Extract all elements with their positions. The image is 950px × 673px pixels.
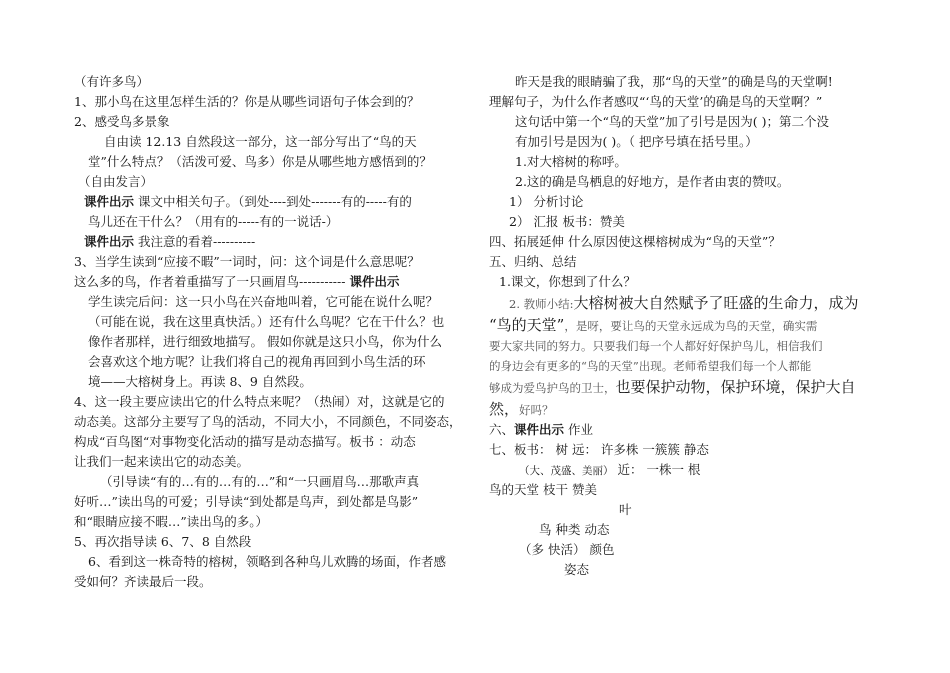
left-text-line: [74, 172, 474, 192]
text-run: 大榕树被大自然赋予了旺盛的生命力，成为: [573, 294, 859, 312]
text-run: 这句话中第一个“鸟的天堂”加了引号是因为( )；第二个没: [515, 114, 830, 129]
text-run: 这么多的鸟，作者着重描写了一只画眉鸟-----------: [74, 274, 350, 289]
left-text-line: [74, 312, 474, 332]
text-run: 1） 分析讨论: [509, 194, 584, 209]
text-run: 堂”什么特点？（活泼可爱、鸟多）你是从哪些地方感悟到的？: [88, 154, 432, 169]
right-text-line: [489, 192, 889, 212]
text-run: （大、茂盛、美丽）: [519, 465, 614, 477]
right-text-line: [489, 252, 889, 272]
right-text-line: [489, 336, 889, 356]
left-text-line: [74, 432, 474, 452]
text-run: 5、再次指导读 6、7、8 自然段: [74, 534, 252, 549]
text-run: 够成为爱鸟护鸟的卫士，: [489, 381, 616, 395]
left-text-line: [74, 472, 474, 492]
text-run: 四、拓展延伸 什么原因使这棵榕树成为“鸟的天堂”？: [489, 234, 781, 249]
text-run: 2. 教师小结:: [509, 297, 574, 311]
text-run: 好吗？: [519, 403, 554, 417]
right-text-line: [489, 560, 889, 580]
text-run: ，是呀，要让鸟的天堂永远成为鸟的天堂，确实需: [564, 319, 818, 333]
left-text-line: [74, 372, 474, 392]
right-text-line: [489, 398, 889, 420]
text-run: 有加引号是因为( )。（ 把序号填在括号里。）: [515, 134, 758, 149]
right-text-line: [489, 540, 889, 560]
right-text-line: [489, 172, 889, 192]
left-text-line: [74, 572, 474, 592]
text-run: 课件出示: [349, 274, 400, 289]
text-run: 1、那小鸟在这里怎样生活的？你是从哪些词语句子体会到的？: [74, 94, 420, 109]
text-run: 昨天是我的眼睛骗了我，那“鸟的天堂”的确是鸟的天堂啊!: [515, 74, 833, 89]
right-text-line: [489, 440, 889, 460]
left-text-line: [74, 512, 474, 532]
text-run: 我注意的看着----------: [134, 234, 256, 249]
right-text-line: [489, 376, 889, 398]
right-text-line: [489, 314, 889, 336]
text-run: 自由读 12.13 自然段这一部分，这一部分写出了“鸟的天: [104, 134, 417, 149]
right-text-line: [489, 420, 889, 440]
text-run: 要大家共同的努力。只要我们每一个人都好好保护鸟儿，相信我们: [489, 339, 823, 353]
text-run: “鸟的天堂”: [489, 316, 565, 334]
text-run: 姿态: [564, 562, 590, 577]
left-text-line: [74, 212, 474, 232]
left-text-line: [74, 132, 474, 152]
text-run: 然，: [489, 400, 520, 418]
text-run: 6、看到这一株奇特的榕树，领略到各种鸟儿欢腾的场面，作者感: [88, 554, 446, 569]
left-text-line: [74, 412, 474, 432]
text-run: 理解句子，为什么作者感叹“‘鸟的天堂’的确是鸟的天堂啊？”: [489, 94, 823, 109]
text-run: 作业: [564, 422, 594, 437]
left-text-line: [74, 332, 474, 352]
text-run: 3、当学生读到“应接不暇”一词时，问：这个词是什么意思呢？: [74, 254, 420, 269]
left-text-line: [74, 192, 474, 212]
text-run: 的身边会有更多的“鸟的天堂”出现。老师希望我们每一个人都能: [489, 359, 812, 373]
text-run: 鸟儿还在干什么？（用有的-----有的一说话-）: [88, 214, 339, 229]
right-column: [489, 72, 889, 580]
left-text-line: [74, 552, 474, 572]
text-run: 会喜欢这个地方呢？让我们将自己的视角再回到小鸟生活的环: [88, 354, 426, 369]
text-run: 让我们一起来读出它的动态美。: [74, 454, 250, 469]
right-text-line: [489, 212, 889, 232]
text-run: 受如何？齐读最后一段。: [74, 574, 212, 589]
text-run: 五、归纳、总结: [489, 254, 577, 269]
text-run: （多 快活） 颜色: [519, 542, 615, 557]
right-text-line: [489, 232, 889, 252]
left-text-line: [74, 452, 474, 472]
text-run: 境——大榕树身上。再读 8、9 自然段。: [88, 374, 312, 389]
left-text-line: [74, 272, 474, 292]
left-text-line: [74, 292, 474, 312]
text-run: 2、感受鸟多景象: [74, 114, 170, 129]
text-run: 动态美。这部分主要写了鸟的活动，不同大小，不同颜色，不同姿态，: [74, 414, 462, 429]
text-run: （自由发言）: [78, 174, 154, 189]
right-text-line: [489, 356, 889, 376]
right-text-line: [489, 72, 889, 92]
text-run: 近： 一株一 根: [613, 462, 701, 477]
right-text-line: [489, 480, 889, 500]
left-text-line: [74, 232, 474, 252]
text-run: 好听…”读出鸟的可爱；引导读“到处都是鸟声，到处都是鸟影”: [74, 494, 419, 509]
text-run: 1.课文，你想到了什么？: [499, 274, 636, 289]
left-text-line: [74, 352, 474, 372]
text-run: 鸟 种类 动态: [539, 522, 610, 537]
left-text-line: [74, 532, 474, 552]
text-run: 像作者那样，进行细致地描写。 假如你就是这只小鸟，你为什么: [88, 334, 442, 349]
text-run: 七、板书： 树 远： 许多株 一簇簇 静态: [489, 442, 709, 457]
text-run: 课文中相关句子。（到处----到处-------有的-----有的: [134, 194, 412, 209]
right-text-line: [489, 132, 889, 152]
right-text-line: [489, 112, 889, 132]
text-run: 1.对大榕树的称呼。: [515, 154, 627, 169]
text-run: （可能在说，我在这里真快活。）还有什么鸟呢？它在干什么？也: [88, 314, 445, 329]
text-run: 课件出示: [514, 422, 565, 437]
left-text-line: [74, 92, 474, 112]
text-run: （有许多鸟）: [74, 74, 150, 89]
text-run: 学生读完后问：这一只小鸟在兴奋地叫着，它可能在说什么呢？: [88, 294, 439, 309]
text-run: 课件出示: [84, 234, 135, 249]
text-run: 也要保护动物，保护环境，保护大自: [615, 378, 856, 396]
right-text-line: [489, 500, 889, 520]
text-run: 构成“百鸟图“对事物变化活动的描写是动态描写。板书 ：动态: [74, 434, 416, 449]
left-text-line: [74, 72, 474, 92]
text-run: 六、: [489, 422, 515, 437]
right-text-line: [489, 272, 889, 292]
right-text-line: [489, 520, 889, 540]
left-text-line: [74, 112, 474, 132]
left-text-line: [74, 392, 474, 412]
text-run: 叶: [619, 502, 632, 517]
text-run: 2） 汇报 板书：赞美: [509, 214, 625, 229]
right-text-line: [489, 152, 889, 172]
text-run: 鸟的天堂 枝干 赞美: [489, 482, 597, 497]
left-text-line: [74, 492, 474, 512]
text-run: 和“眼睛应接不暇…”读出鸟的多。）: [74, 514, 269, 529]
text-run: （引导读“有的…有的…有的…”和“一只画眉鸟…那歌声真: [100, 474, 420, 489]
text-run: 2.这的确是鸟栖息的好地方，是作者由衷的赞叹。: [515, 174, 790, 189]
right-text-line: [489, 460, 889, 480]
right-text-line: [489, 292, 889, 314]
left-column: [74, 72, 474, 592]
text-run: 4、这一段主要应读出它的什么特点来呢？（热闹）对，这就是它的: [74, 394, 445, 409]
text-run: 课件出示: [84, 194, 135, 209]
left-text-line: [74, 252, 474, 272]
right-text-line: [489, 92, 889, 112]
left-text-line: [74, 152, 474, 172]
